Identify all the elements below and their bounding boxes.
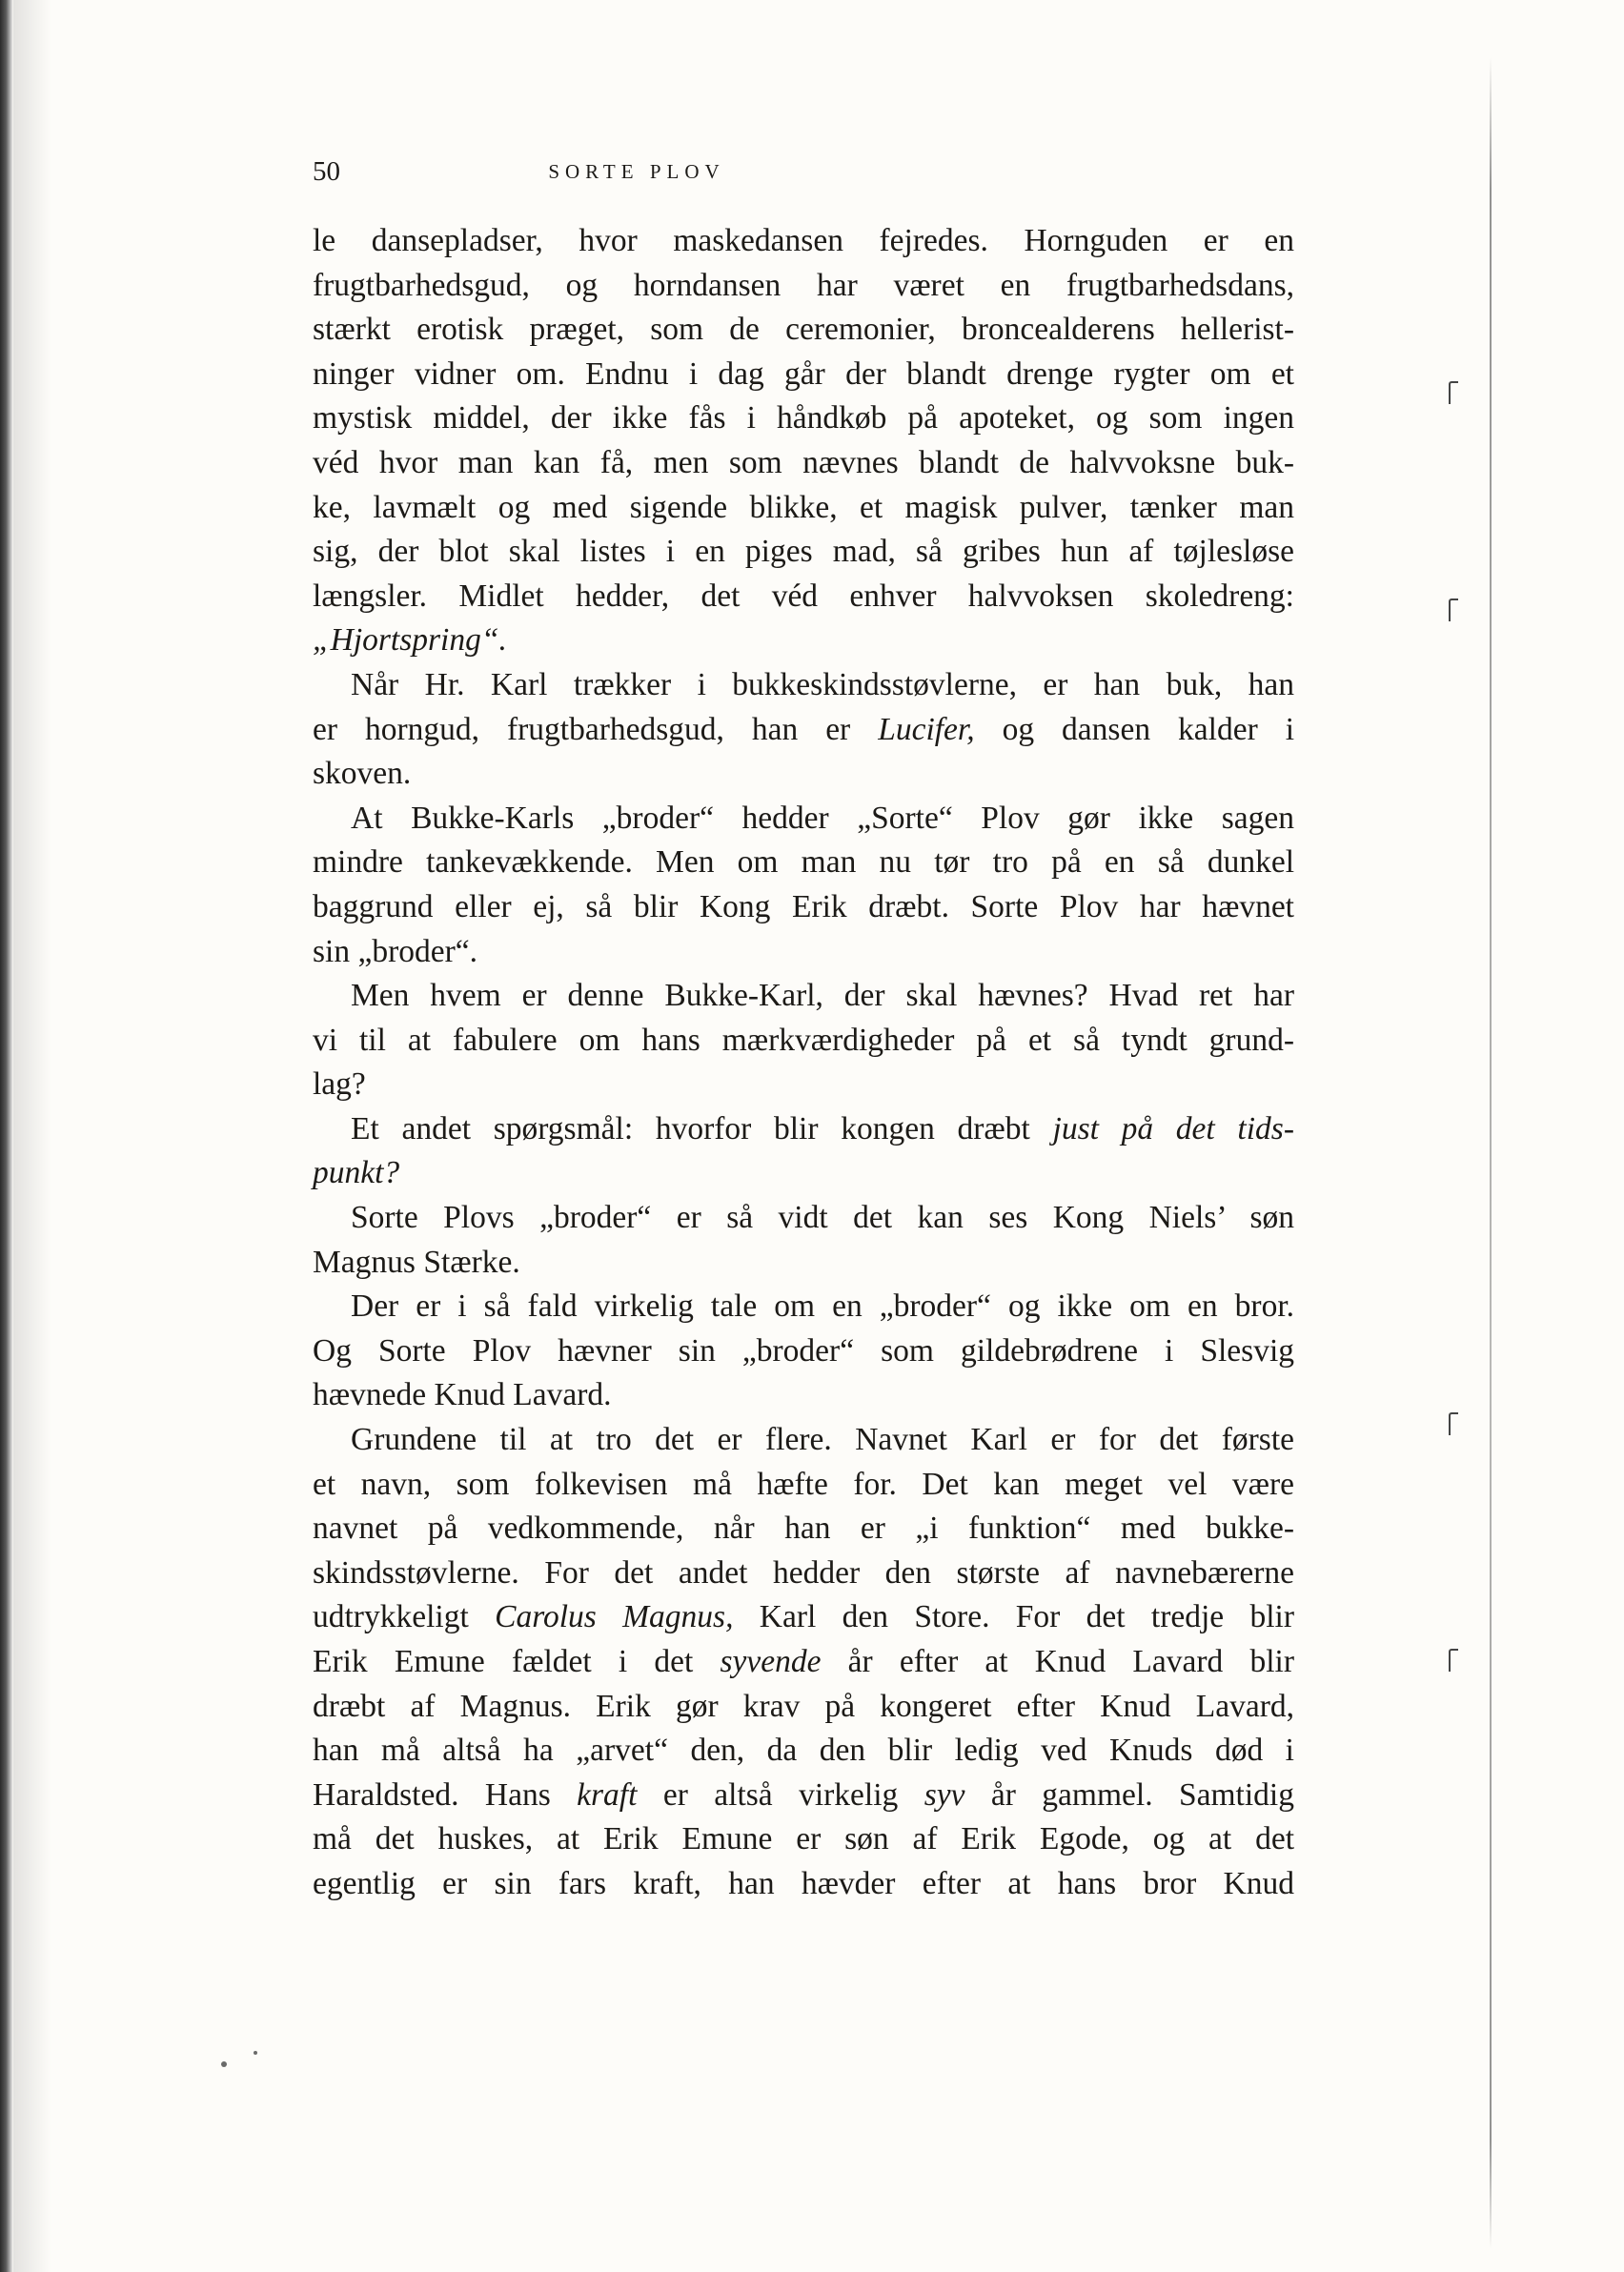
text-line <box>313 1196 1294 1241</box>
text-line <box>313 663 1294 708</box>
text-line <box>313 1151 1294 1196</box>
text-line <box>313 974 1294 1019</box>
text-line <box>313 1063 1294 1107</box>
text-segment: et navn, som folkevisen må hæfte for. Det kan meget vel være <box>313 1466 1294 1502</box>
margin-mark <box>1449 1412 1458 1435</box>
text-segment: dræbt af Magnus. Erik gør krav på kongeret efter Knud Lavard, <box>313 1688 1294 1724</box>
text-line <box>313 1418 1294 1463</box>
margin-mark <box>1449 381 1458 404</box>
paper-speck <box>254 2051 257 2055</box>
text-line <box>313 752 1294 797</box>
text-line <box>313 353 1294 397</box>
text-line <box>313 930 1294 975</box>
text-segment: lag? <box>313 1066 366 1103</box>
text-line <box>313 1729 1294 1774</box>
text-segment: ninger vidner om. Endnu i dag går der blandt drenge rygter om et <box>313 355 1294 392</box>
text-line <box>313 530 1294 575</box>
text-line <box>313 396 1294 441</box>
text-segment: hævnede Knud Lavard. <box>313 1377 612 1413</box>
text-segment: stærkt erotisk præget, som de ceremonier, broncealderens hellerist- <box>313 312 1294 348</box>
text-line <box>313 1817 1294 1862</box>
text-segment: Men hvem er denne Bukke-Karl, der skal hævnes? Hvad ret har <box>351 978 1294 1014</box>
text-line <box>313 708 1294 753</box>
paper-speck <box>221 2061 227 2067</box>
page-number: 50 <box>313 156 340 187</box>
text-line <box>313 1595 1294 1640</box>
text-segment: Karl den Store. For det tredje blir <box>733 1599 1294 1635</box>
text-segment: Der er i så fald virkelig tale om en „broder“ og ikke om en bror. <box>351 1288 1294 1325</box>
text-line <box>313 575 1294 619</box>
text-line <box>313 797 1294 842</box>
text-segment: han må altså ha „arvet“ den, da den blir ledig ved Knuds død i <box>313 1733 1294 1769</box>
text-line <box>313 1329 1294 1374</box>
text-segment: ke, lavmælt og med sigende blikke, et magisk pulver, tænker man <box>313 489 1294 525</box>
book-page <box>313 143 1294 1907</box>
text-line <box>313 1552 1294 1596</box>
text-segment: Et andet spørgsmål: hvorfor blir kongen dræbt <box>351 1110 1053 1146</box>
text-line <box>313 1774 1294 1818</box>
text-segment: Erik Emune fældet i det <box>313 1644 721 1679</box>
text-line <box>313 841 1294 885</box>
text-segment: Haraldsted. Hans <box>313 1776 578 1813</box>
text-segment: le dansepladser, hvor maskedansen fejredes. Hornguden er en <box>313 223 1294 258</box>
text-line <box>313 308 1294 353</box>
text-line <box>313 219 1294 264</box>
page-header <box>313 143 1294 200</box>
text-segment: mystisk middel, der ikke fås i håndkøb på apoteket, og som ingen <box>313 400 1294 436</box>
text-line <box>313 1285 1294 1329</box>
text-line <box>313 1640 1294 1685</box>
text-line <box>313 1373 1294 1418</box>
text-segment: må det huskes, at Erik Emune er søn af Erik Egode, og at det <box>313 1821 1294 1857</box>
text-segment: baggrund eller ej, så blir Kong Erik dræbt. Sorte Plov har hævnet <box>313 888 1294 924</box>
text-line <box>313 885 1294 930</box>
margin-mark <box>1449 598 1458 621</box>
text-segment: frugtbarhedsgud, og horndansen har været en frugtbarhedsdans, <box>313 267 1294 303</box>
text-segment: At Bukke-Karls „broder“ hedder „Sorte“ Plov gør ikke sagen <box>351 800 1294 836</box>
italic-text: Carolus Magnus, <box>495 1599 734 1635</box>
italic-text: just på det tids- <box>1052 1110 1294 1146</box>
text-line <box>313 264 1294 309</box>
text-line <box>313 1463 1294 1508</box>
text-segment: véd hvor man kan få, men som nævnes blandt de halvvoksne buk- <box>313 444 1294 480</box>
text-segment: skoven. <box>313 756 412 792</box>
text-segment: Magnus Stærke. <box>313 1244 520 1280</box>
text-segment: år gammel. Samtidig <box>964 1776 1294 1813</box>
text-segment: Sorte Plovs „broder“ er så vidt det kan ses Kong Niels’ søn <box>351 1200 1294 1236</box>
text-segment: sig, der blot skal listes i en piges mad, så gribes hun af tøjlesløse <box>313 534 1294 570</box>
text-line <box>313 1107 1294 1152</box>
italic-text: kraft <box>577 1776 638 1813</box>
running-title: SORTE PLOV <box>548 160 725 183</box>
text-line <box>313 619 1294 663</box>
text-segment: mindre tankevækkende. Men om man nu tør tro på en så dunkel <box>313 844 1294 881</box>
text-line <box>313 1862 1294 1907</box>
binding-shadow <box>13 0 51 2272</box>
text-line <box>313 1241 1294 1286</box>
text-line <box>313 1507 1294 1552</box>
page-edge-line <box>1490 57 1492 2249</box>
text-segment: længsler. Midlet hedder, det véd enhver halvvoksen skoledreng: <box>313 578 1294 614</box>
text-segment: navnet på vedkommende, når han er „i funktion“ med bukke- <box>313 1511 1294 1547</box>
text-segment: vi til at fabulere om hans mærkværdigheder på et så tyndt grund- <box>313 1022 1294 1058</box>
text-segment: er horngud, frugtbarhedsgud, han er <box>313 711 879 747</box>
book-binding-edge <box>0 0 13 2272</box>
text-segment: Grundene til at tro det er flere. Navnet Karl er for det første <box>351 1422 1294 1458</box>
italic-text: syv <box>924 1776 965 1813</box>
italic-text: „Hjortspring“. <box>313 622 507 659</box>
text-segment: år efter at Knud Lavard blir <box>821 1644 1294 1679</box>
text-line <box>313 441 1294 486</box>
text-line <box>313 1019 1294 1064</box>
text-segment: sin „broder“. <box>313 933 478 969</box>
body-text <box>313 219 1294 1907</box>
margin-mark <box>1449 1649 1458 1672</box>
italic-text: syvende <box>720 1644 822 1679</box>
text-line <box>313 486 1294 531</box>
text-segment: Og Sorte Plov hævner sin „broder“ som gildebrødrene i Slesvig <box>313 1332 1294 1369</box>
italic-text: punkt? <box>313 1155 400 1191</box>
text-segment: egentlig er sin fars kraft, han hævder efter at hans bror Knud <box>313 1865 1294 1901</box>
text-segment: skindsstøvlerne. For det andet hedder den største af navnebærerne <box>313 1554 1294 1591</box>
text-segment: Når Hr. Karl trækker i bukkeskindsstøvlerne, er han buk, han <box>351 666 1294 702</box>
text-line <box>313 1685 1294 1730</box>
text-segment: udtrykkeligt <box>313 1599 496 1635</box>
italic-text: Lucifer, <box>878 711 975 747</box>
text-segment: og dansen kalder i <box>974 711 1294 747</box>
text-segment: er altså virkelig <box>637 1776 924 1813</box>
